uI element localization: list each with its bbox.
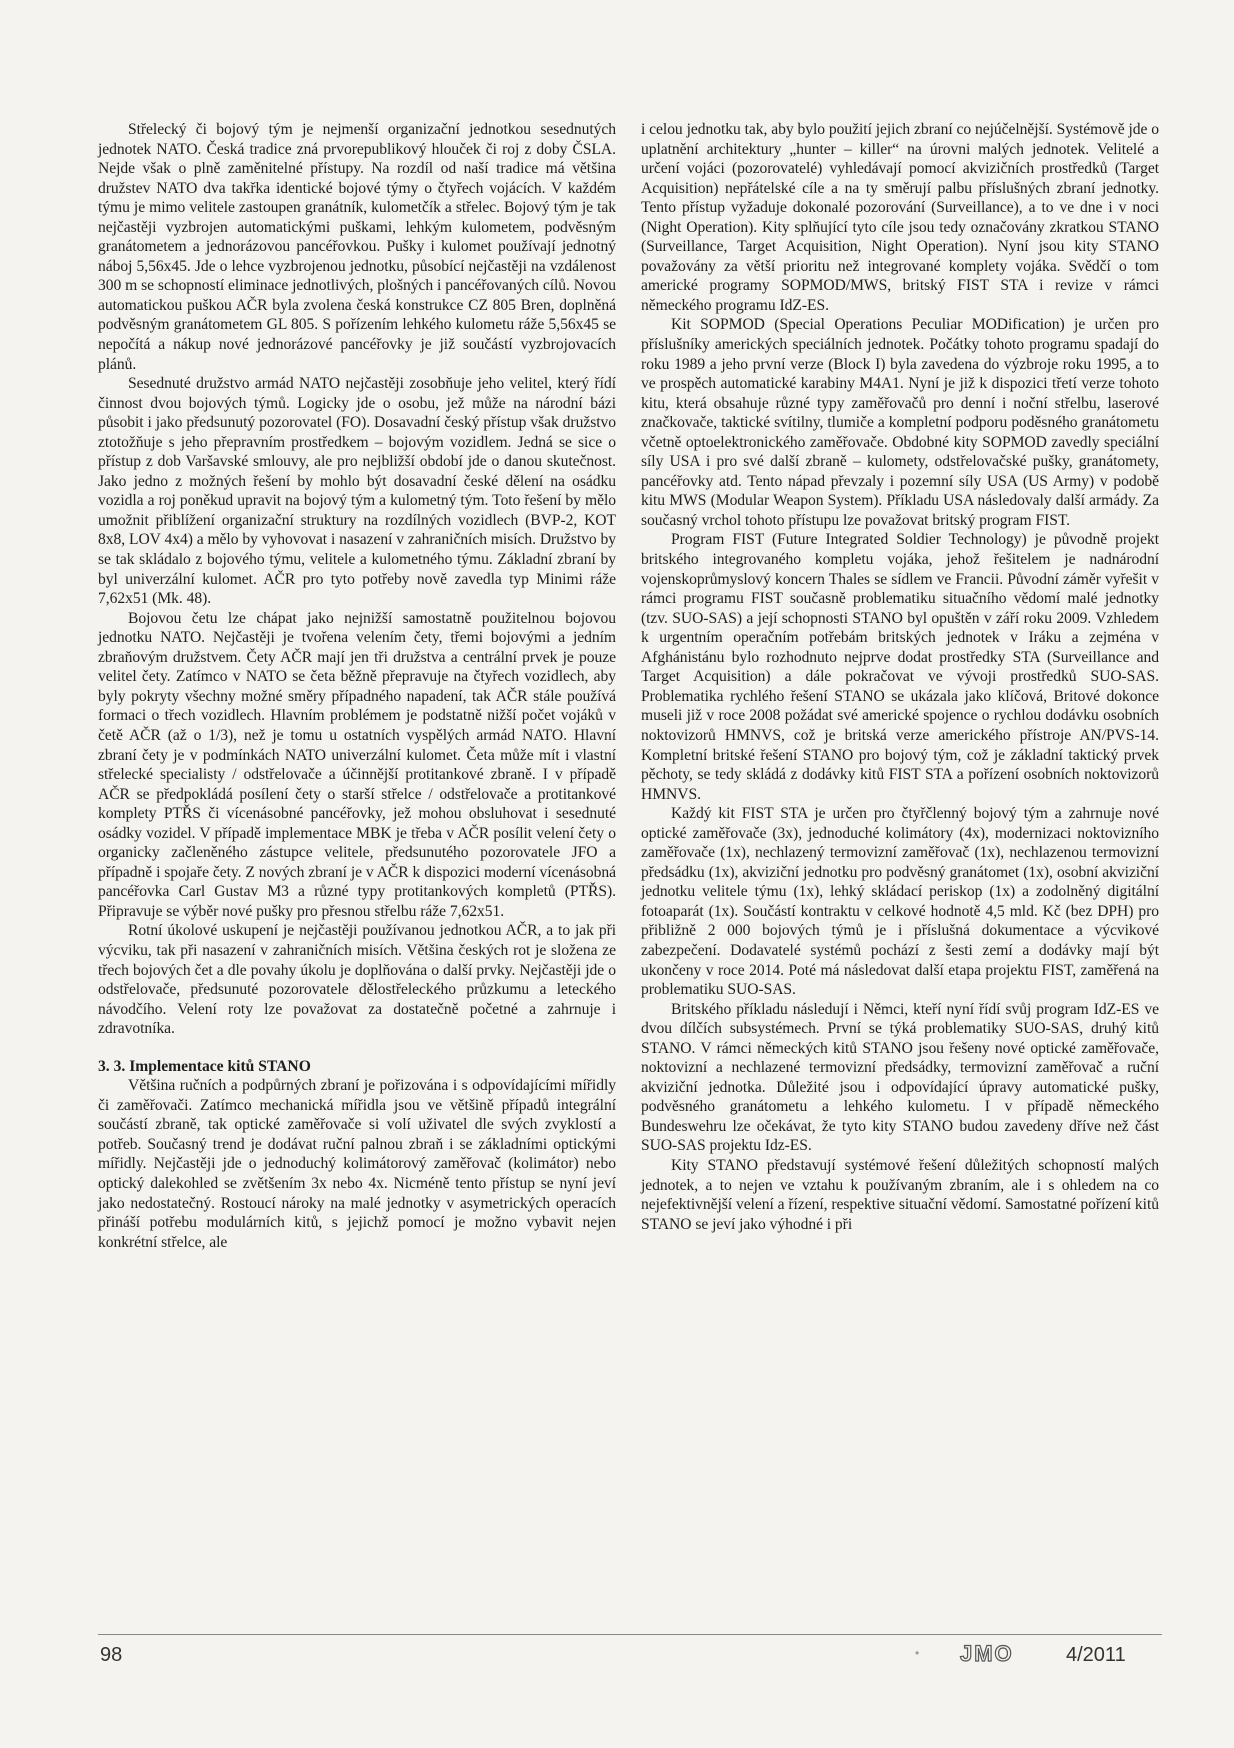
- paragraph: Program FIST (Future Integrated Soldier Technology) je původně projekt britského integrovaného kompletu vojáka, jehož řešitelem je nadnárodní vojenskoprůmyslový koncern Thales se sídlem ve Francii. Původní záměr vyřešit v rámci programu FIST současně problematiku situačního vědomí malé jednotky (tzv. SUO-SAS) a její schopnosti STANO byl opuštěn v září roku 2009. Vzhledem k urgentním operačním potřebám britských jednotek v Iráku a zejména v Afghánistánu bylo rozhodnuto nejprve dodat prostředky STA (Surveillance and Target Acquisition) a dále pokračovat ve vývoji prostředků SUO-SAS. Problematika rychlého řešení STANO se ukázala jako klíčová, Britové dokonce museli již v roce 2008 požádat své americké spojence o rychlou dodávku osobních noktovizorů HMNVS, což je britská verze amerického přístroje AN/PVS-14. Kompletní britské řešení STANO pro bojový tým, což je základní taktický prvek pěchoty, se tedy skládá z dodávky kitů FIST STA a pořízení osobních noktovizorů HMNVS.: [641, 531, 1159, 803]
- decorative-dot: •: [915, 1646, 920, 1660]
- footer-rule: [98, 1634, 1162, 1635]
- paragraph: Kit SOPMOD (Special Operations Peculiar MODification) je určen pro příslušníky amerických speciálních jednotek. Počátky tohoto programu spadají do roku 1989 a jeho první verze (Block I) byla zavedena do výzbroje roku 1995, a to ve prospěch automatické karabiny M4A1. Nyní je již k dispozici třetí verze tohoto kitu, která obsahuje různé typy zaměřovačů pro denní i noční střelbu, laserové značkovače, taktické svítilny, tlumiče a kompletní podporu poděsného granátometu včetně optoelektronického zaměřovače. Obdobné kity SOPMOD zavedly speciální síly USA i pro své další zbraně – kulomety, odstřelovačské pušky, granátomety, pancéřovky atd. Tento nápad převzaly i pozemní síly USA (US Army) v podobě kitu MWS (Modular Weapon System). Příkladu USA následovaly další armády. Za současný vrchol tohoto přístupu lze považovat britský program FIST.: [641, 316, 1159, 529]
- left-column: [98, 120, 616, 1252]
- page-number: 98: [100, 1644, 123, 1666]
- paragraph: Střelecký či bojový tým je nejmenší organizační jednotkou sesednutých jednotek NATO. Česká tradice zná prvorepublikový hlouček či roj z doby ČSLA. Nejde však o plně zaměnitelné přístupy. Na rozdíl od naší tradice má většina družstev NATO dva takřka identické bojové týmy o čtyřech vojácích. V každém týmu je mimo velitele zastoupen granátník, kulometčík a střelec. Bojový tým je tak nejčastěji vyzbrojen automatickými puškami, lehkým kulometem, podvěsným granátometem a jednorázovou pancéřovkou. Pušky i kulomet používají jednotný náboj 5,56x45. Jde o lehce vyzbrojenou jednotku, působící nejčastěji na vzdálenost 300 m se schopností eliminace jednotlivých, plošných i pancéřovaných cílů. Novou automatickou puškou AČR byla zvolena česká konstrukce CZ 805 Bren, doplněná podvěsným granátometem GL 805. S pořízením lehkého kulometu ráže 5,56x45 se nepočítá a nákup nové jednorázové pancéřovky je již součástí vyzbrojovacích plánů.: [98, 121, 616, 373]
- paragraph: Sesednuté družstvo armád NATO nejčastěji zosobňuje jeho velitel, který řídí činnost dvou bojových týmů. Logicky jde o osobu, jež může na národní bázi působit i jako předsunutý pozorovatel (FO). Dosavadní český přístup však družstvo ztotožňuje s jeho přepravním prostředkem – bojovým vozidlem. Jedná se sice o přístup z dob Varšavské smlouvy, ale pro nejbližší období jde o danou skutečnost. Jako jedno z možných řešení by mohlo být dosavadní české dělení na osádku vozidla a roj poněkud upravit na bojový tým a kulometný tým. Toto řešení by mělo umožnit přiblížení organizační struktury na rozdílných vozidlech (BVP-2, KOT 8x8, LOV 4x4) a mělo by vyhovovat i nasazení v zahraničních misích. Družstvo by se tak skládalo z bojového týmu, velitele a kulometného týmu. Základní zbraní by byl univerzální kulomet. AČR pro tyto potřeby nově zavedla typ Minimi ráže 7,62x51 (Mk. 48).: [98, 375, 616, 608]
- jmo-logo: [958, 1640, 1042, 1666]
- section-heading: 3. 3. Implementace kitů STANO: [98, 1057, 311, 1075]
- paragraph: Britského příkladu následují i Němci, kteří nyní řídí svůj program IdZ-ES ve dvou dílčích subsystémech. První se týká problematiky SUO-SAS, druhý kitů STANO. V rámci německých kitů STANO jsou řešeny nové optické zaměřovače, noktovizní a nechlazené termovizní předsádky, termovizní zaměřovač a ruční akviziční jednotka. Důležité jsou i odpovídající úpravy automatické pušky, podvěsného granátometu a lehkého kulometu. I v případě německého Bundeswehru lze očekávat, že tyto kity STANO budou zavedeny dříve než část SUO-SAS projektu Idz-ES.: [641, 1000, 1159, 1155]
- paragraph: i celou jednotku tak, aby bylo použití jejich zbraní co nejúčelnější. Systémově jde o uplatnění architektury „hunter – killer“ na úrovni malých jednotek. Velitelé a určení vojáci (pozorovatelé) vyhledávají pomocí akvizičních prostředků (Target Acquisition) nepřátelské cíle a na ty směrují palbu příslušných zbraní jednotky. Tento přístup vyžaduje dokonalé pozorování (Surveillance), a to ve dne i v noci (Night Operation). Kity splňující tyto cíle jsou tedy označovány zkratkou STANO (Surveillance, Target Acquisition, Night Operation). Nyní jsou kity STANO považovány za větší prioritu než integrované komplety vojáka. Svědčí o tom americké programy SOPMOD/MWS, britský FIST STA i revize v rámci německého programu IdZ-ES.: [641, 121, 1159, 314]
- paragraph: Kity STANO představují systémové řešení důležitých schopností malých jednotek, a to nejen ve vztahu k používaným zbraním, ale i s ohledem na co nejefektivnější velení a řízení, respektive situační vědomí. Samostatné pořízení kitů STANO se jeví jako výhodné i při: [641, 1156, 1159, 1233]
- paragraph: Každý kit FIST STA je určen pro čtyřčlenný bojový tým a zahrnuje nové optické zaměřovače (3x), jednoduché kolimátory (4x), modernizaci noktovizního zaměřovače (1x), nechlazený termovizní zaměřovač (1x), nechlazenou termovizní předsádku (1x), akviziční jednotku pro podvěsný granátomet (1x), osobní akviziční jednotku velitele týmu (1x), lehký skládací periskop (1x) a zodolněný digitální fotoaparát (1x). Součástí kontraktu v celkové hodnotě 4,5 mld. Kč (bez DPH) pro přibližně 2 000 bojových týmů je i příslušná dokumentace a výcvikové zabezpečení. Dodavatelé systémů pochází z šesti zemí a dodávky mají být ukončeny v roce 2014. Poté má následovat další etapa projektu FIST, zaměřená na problematiku SUO-SAS.: [641, 805, 1159, 999]
- svg-text:JMO: JMO: [960, 1641, 1014, 1666]
- paragraph: Bojovou četu lze chápat jako nejnižší samostatně použitelnou bojovou jednotku NATO. Nejčastěji je tvořena velením čety, třemi bojovými a jedním zbraňovým družstvem. Čety AČR mají jen tři družstva a centrální prvek je pouze velitel čety. Zatímco v NATO se četa běžně přepravuje na čtyřech vozidlech, aby byly pokryty všechny možné směry případného napadení, tak AČR stále používá formaci o třech vozidlech. Hlavním problémem je podstatně nižší počet vojáků v četě AČR (až o 1/3), než je tomu u ostatních vyspělých armád NATO. Hlavní zbraní čety je v podmínkách NATO univerzální kulomet. Četa může mít i vlastní střelecké specialisty / odstřelovače a účinnější protitankové zbraně. I v případě AČR se předpokládá posílení čety o starší střelce / odstřelovače a protitankové komplety PTŘS či vícenásobné pancéřovky, jež mohou obsluhovat i sesednuté osádky vozidel. V případě implementace MBK je třeba v AČR posílit velení čety o organicky začleněného zástupce velitele, předsunutého pozorovatele JFO a případně i spojaře čety. Z nových zbraní je v AČR k dispozici moderní vícenásobná pancéřovka Carl Gustav M3 a různé typy protitankových kompletů (PTŘS). Připravuje se výběr nové pušky pro přesnou střelbu ráže 7,62x51.: [98, 609, 616, 920]
- paragraph: Většina ručních a podpůrných zbraní je pořizována i s odpovídajícími mířidly či zaměřovači. Zatímco mechanická mířidla jsou ve většině případů integrální součástí zbraně, tak optické zaměřovače si volí uživatel dle svých zvyklostí a potřeb. Současný trend je dodávat ruční palnou zbraň i se základními optickými mířidly. Nejčastěji jde o jednoduchý kolimátorový zaměřovač (kolimátor) nebo optický dalekohled se zvětšením 3x nebo 4x. Nicméně tento přístup se nyní jeví jako nedostatečný. Rostoucí nároky na malé jednotky v asymetrických operacích přináší potřebu modulárních kitů, s jejichž pomocí je možno vybavit nejen konkrétní střelce, ale: [98, 1077, 616, 1251]
- paragraph: Rotní úkolové uskupení je nejčastěji používanou jednotkou AČR, a to jak při výcviku, tak při nasazení v zahraničních misích. Většina českých rot je složena ze třech bojových čet a dle povahy úkolu je doplňována o další prvky. Nejčastěji jde o odstřelovače, předsunuté pozorovatele dělostřeleckého průzkumu a leteckého návodčího. Velení roty lze považovat za dostatečně početné a zahrnuje i zdravotníka.: [98, 922, 616, 1038]
- right-column: [641, 120, 1159, 1234]
- issue-number: 4/2011: [1066, 1644, 1126, 1666]
